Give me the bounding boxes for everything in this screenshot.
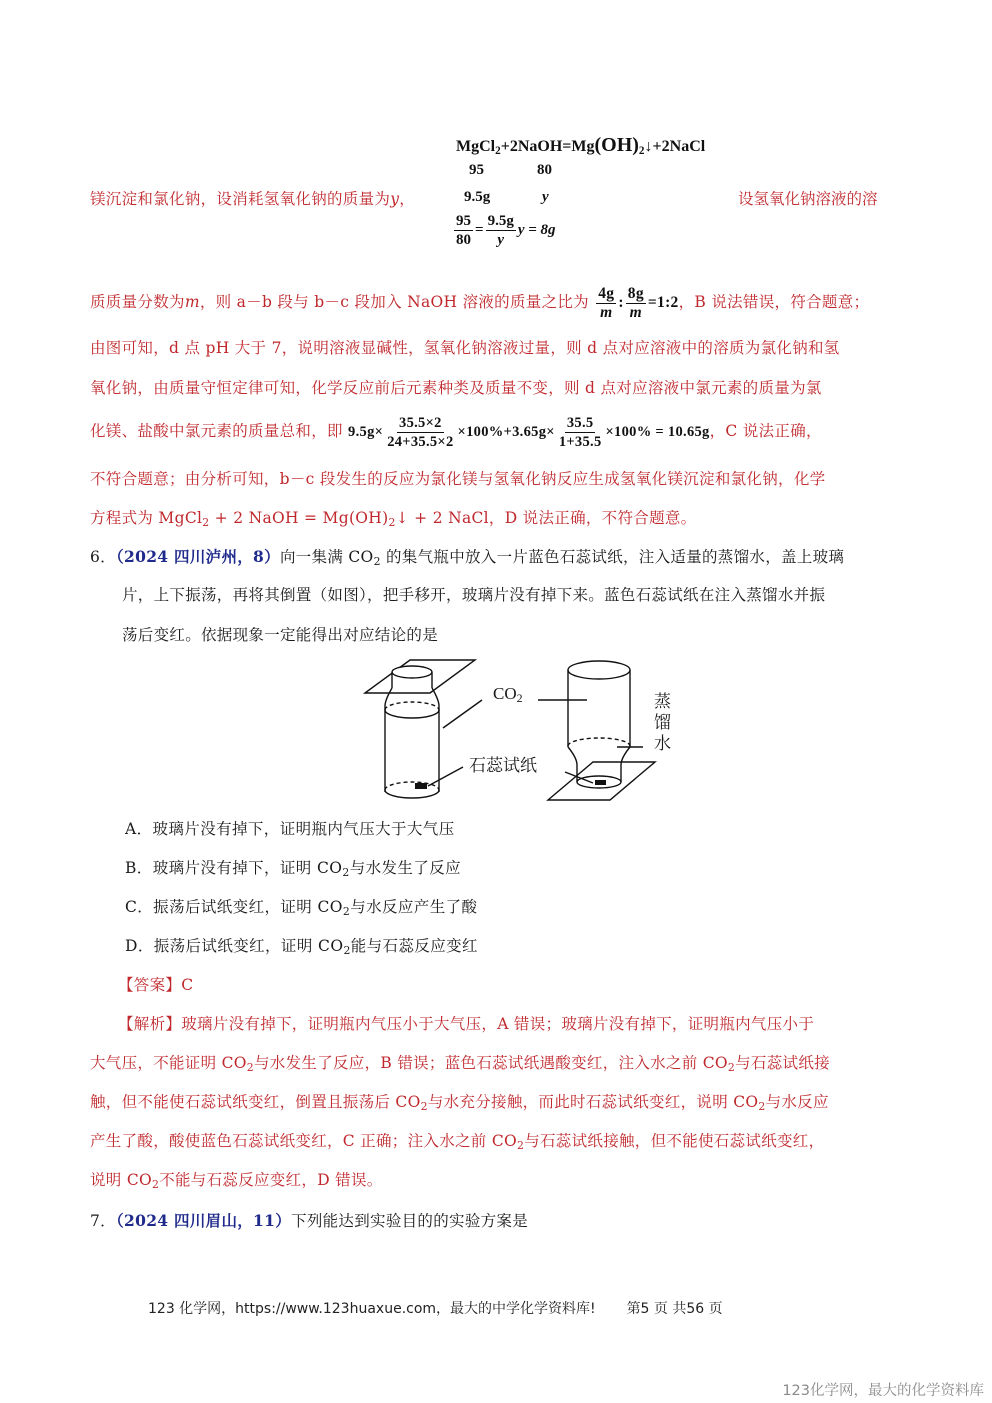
option-a[interactable]: A．玻璃片没有掉下，证明瓶内气压大于大气压 <box>125 820 455 838</box>
option-d[interactable]: D．振荡后试纸变红，证明 $CO_2$能与石蕊反应变红 <box>125 937 478 957</box>
analysis-line-2: 由图可知，d 点 pH 大于 7，说明溶液显碱性，氢氧化钠溶液过量，则 d 点对应溶液中的溶质为氯化钠和氢 <box>90 339 840 357</box>
explanation-line-5: 说明 $CO_2$不能与石蕊反应变红，D 错误。 <box>90 1171 383 1191</box>
proportion-equation: $\frac{95}{80}$ = $\frac{9.5g}{y}$ y = 8g <box>456 213 556 248</box>
chemical-equation: $MgCl_2+2NaOH=Mg(OH)_2↓+2NaCl$ <box>456 134 706 157</box>
watermark: 123化学网，最大的化学资料库 <box>782 1383 984 1399</box>
page-footer <box>148 1298 723 1318</box>
question-number: 6． <box>90 548 116 566</box>
bottle-base-right <box>568 661 630 679</box>
question-6-stem-line-1: 6．（2024 四川泸州，8）向一集满 $CO_2$ 的集气瓶中放入一片蓝色石蕊试纸，注入适量的蒸馏水，盖上玻璃 <box>90 547 845 568</box>
explanation-line-3: 触，但不能使石蕊试纸变红，倒置且振荡后 $CO_2$与水充分接触，而此时石蕊试纸变红，说明 $CO_2$与水反应 <box>90 1093 829 1113</box>
answer-value: C <box>181 976 194 994</box>
explanation-line-1: 【解析】玻璃片没有掉下，证明瓶内气压小于大气压，A 错误；玻璃片没有掉下，证明瓶内气压小于 <box>118 1015 815 1033</box>
litmus-paper-left <box>415 783 427 789</box>
litmus-paper-right <box>595 780 606 785</box>
analysis-line-3: 氧化钠，由质量守恒定律可知，化学反应前后元素种类及质量不变，则 d 点对应溶液中氯元素的质量为氯 <box>90 379 822 397</box>
analysis-line-5: 不符合题意；由分析可知，b－c 段发生的反应为氯化镁与氢氧化钠反应生成氢氧化镁沉淀和氯化钠，化学 <box>90 470 826 488</box>
question-source: （2024 四川眉山，11） <box>115 1211 292 1230</box>
answer <box>118 973 193 995</box>
explanation-label: 【解析】 <box>118 1015 182 1033</box>
experiment-figure <box>355 650 725 810</box>
calc-left-text: 镁沉淀和氯化钠，设消耗氢氧化钠的质量为y， <box>90 190 416 208</box>
footer-site-text: 123 化学网，https://www.123huaxue.com，最大的中学化学资料库! <box>148 1301 596 1317</box>
option-c[interactable]: C．振荡后试纸变红，证明 $CO_2$与水反应产生了酸 <box>125 898 478 918</box>
explanation-line-4: 产生了酸，酸使蓝色石蕊试纸变红，C 正确；注入水之前 $CO_2$与石蕊试纸接触，但不能使石蕊试纸变红， <box>90 1132 825 1152</box>
analysis-line-1: 质质量分数为m，则 a－b 段与 b－c 段加入 NaOH 溶液的质量之比为 $\frac{4g}{m}$ : $\frac{8g}{m}$ =1:2，B 说法错误，符合题意； <box>90 285 870 321</box>
option-b[interactable]: B．玻璃片没有掉下，证明 $CO_2$与水发生了反应 <box>125 859 462 879</box>
analysis-line-4: 化镁、盐酸中氯元素的质量总和，即 9.5g× $\frac{35.5\times 2}{24+35.5\times 2}$ ×100%+3.65g× $\frac{35.5}{1+35.5}$ ×100% = 10.65g，C 说法正确， <box>90 415 822 450</box>
question-6-stem-line-2: 片，上下振荡，再将其倒置（如图），把手移开，玻璃片没有掉下来。蓝色石蕊试纸在注入蒸馏水并振 <box>122 586 826 604</box>
label-distilled-water: 蒸 馏 水 <box>654 692 671 754</box>
label-litmus-paper: 石蕊试纸 <box>469 756 537 776</box>
explanation-line-2: 大气压，不能证明 $CO_2$与水发生了反应，B 错误；蓝色石蕊试纸遇酸变红，注入水之前 $CO_2$与石蕊试纸接 <box>90 1054 830 1074</box>
question-source: （2024 四川泸州，8） <box>115 547 280 566</box>
answer-label: 【答案】 <box>118 976 182 994</box>
calc-right-text: 设氢氧化钠溶液的溶 <box>738 190 878 208</box>
label-co2: $CO_2$ <box>493 684 523 705</box>
question-number: 7． <box>90 1212 116 1230</box>
question-6-stem-line-3: 荡后变红。依据现象一定能得出对应结论的是 <box>122 626 439 644</box>
bottle-mouth-left <box>392 666 432 678</box>
precipitate-arrow-icon: ↓ <box>644 138 653 155</box>
page-number: 第5 页 共56 页 <box>626 1301 723 1317</box>
question-7-stem: 7．（2024 四川眉山，11）下列能达到实验目的的实验方案是 <box>90 1211 529 1230</box>
analysis-line-6: 方程式为 MgCl$_2$ + 2 NaOH = $Mg(OH)_2↓ + 2$ NaCl，D 说法正确，不符合题意。 <box>90 509 697 529</box>
